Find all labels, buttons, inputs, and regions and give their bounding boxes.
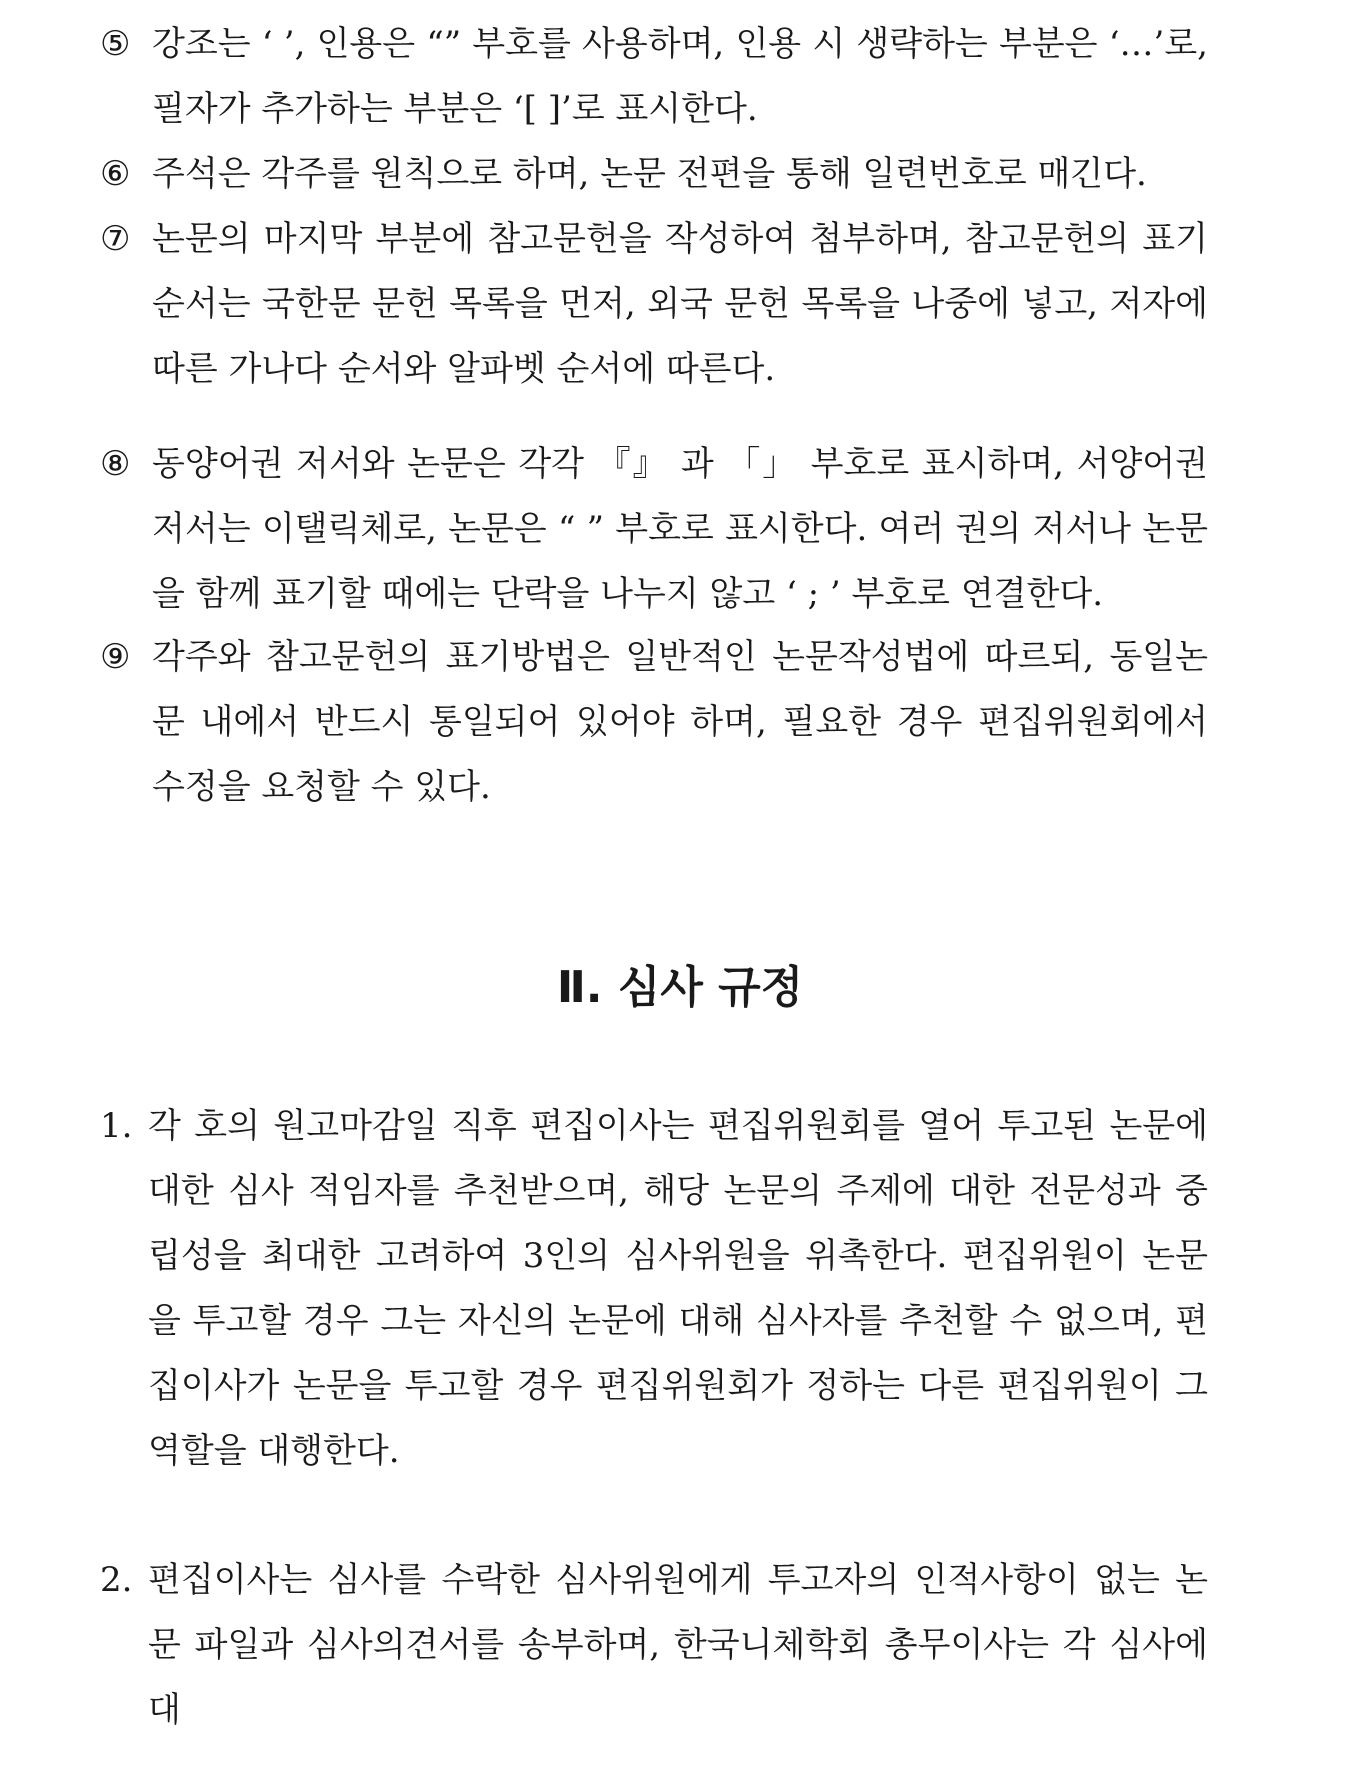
rule-text: 논문의 마지막 부분에 참고문헌을 작성하여 첨부하며, 참고문헌의 표기 순서는 국한문 문헌 목록을 먼저, 외국 문헌 목록을 나중에 넣고, 저자에 따른 가나다 순서와 알파벳 순서에 따른다.: [152, 219, 1208, 389]
rule-item-5: [100, 12, 1208, 142]
rule-item-7: [100, 207, 1208, 402]
review-rule-text: 편집이사는 심사를 수락한 심사위원에게 투고자의 인적사항이 없는 논문 파일과 심사의견서를 송부하며, 한국니체학회 총무이사는 각 심사에 대: [148, 1560, 1208, 1730]
rule-text: 각주와 참고문헌의 표기방법은 일반적인 논문작성법에 따르되, 동일논문 내에서 반드시 통일되어 있어야 하며, 필요한 경우 편집위원회에서 수정을 요청할 수 있다.: [152, 637, 1208, 807]
rule-marker: ⑥: [100, 154, 131, 194]
review-rule-marker: 1.: [100, 1106, 133, 1146]
review-rule-1: [100, 1094, 1208, 1484]
rule-text: 강조는 ‘ ’, 인용은 “” 부호를 사용하며, 인용 시 생략하는 부분은 ‘…’로, 필자가 추가하는 부분은 ‘[ ]’로 표시한다.: [152, 24, 1208, 129]
rule-item-9: [100, 625, 1208, 820]
review-rule-marker: 2.: [100, 1560, 133, 1600]
rule-marker: ⑦: [100, 219, 131, 259]
review-rule-text: 각 호의 원고마감일 직후 편집이사는 편집위원회를 열어 투고된 논문에 대한 심사 적임자를 추천받으며, 해당 논문의 주제에 대한 전문성과 중립성을 최대한 고려하여 3인의 심사위원을 위촉한다. 편집위원이 논문을 투고할 경우 그는 자신의 논문에 대해 심사자를 추천할 수 없으며, 편집이사가 논문을 투고할 경우 편집위원회가 정하는 다른 편집위원이 그 역할을 대행한다.: [148, 1106, 1208, 1471]
rule-marker: ⑨: [100, 637, 131, 677]
rule-text: 동양어권 저서와 논문은 각각 『』 과 「」 부호로 표시하며, 서양어권 저서는 이탤릭체로, 논문은 “ ” 부호로 표시한다. 여러 권의 저서나 논문을 함께 표기할 때에는 단락을 나누지 않고 ‘ ; ’ 부호로 연결한다.: [152, 444, 1208, 614]
rule-item-6: [100, 142, 1208, 207]
section-title: Ⅱ. 심사 규정: [556, 962, 804, 1013]
rule-marker: ⑧: [100, 444, 131, 484]
review-rule-2: [100, 1548, 1208, 1743]
rule-marker: ⑤: [100, 24, 131, 64]
rule-text: 주석은 각주를 원칙으로 하며, 논문 전편을 통해 일련번호로 매긴다.: [152, 154, 1147, 194]
rule-item-8: [100, 432, 1208, 627]
